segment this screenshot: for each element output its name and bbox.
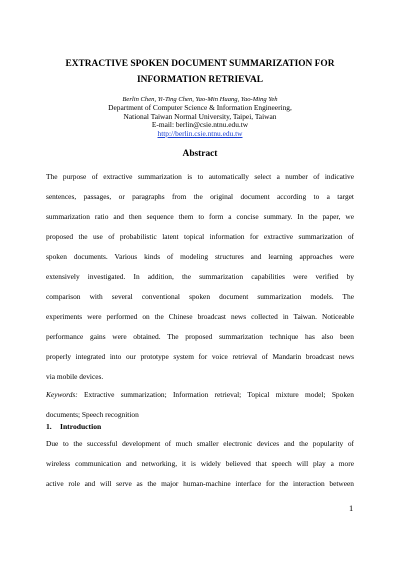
keywords-line-1 [46, 385, 354, 405]
abstract-body [46, 167, 354, 387]
intro-line: Due to the successful development of much smaller electronic devices and the popularity of [46, 439, 354, 448]
affiliation-block [40, 104, 360, 138]
homepage-link[interactable]: http://berlin.csie.ntnu.edu.tw [157, 128, 243, 138]
keywords-text: Extractive summarization; Information retrieval; Topical mixture model; Spoken [77, 390, 354, 399]
abstract-line: comparison with several conventional spoken document summarization models. The [46, 292, 354, 301]
email-line: E-mail: berlin@csie.ntnu.edu.tw [151, 120, 249, 130]
abstract-line: experiments were performed on the Chinese broadcast news collected in Taiwan. Noticeable [46, 312, 354, 321]
section-number: 1. [46, 422, 52, 431]
author-list: Berlin Chen, Yi-Ting Chen, Yao-Min Huang, Yao-Ming Yeh [122, 96, 278, 103]
abstract-line: summarization ratio and then sequence them to form a concise summary. In the paper, we [46, 212, 354, 221]
title-line-1: EXTRACTIVE SPOKEN DOCUMENT SUMMARIZATION FOR [65, 59, 335, 69]
title-line-2: INFORMATION RETRIEVAL [137, 75, 263, 85]
page-number: 1 [349, 504, 354, 513]
intro-line: active role and will serve as the major human-machine interface for the interaction between [46, 479, 354, 488]
abstract-line: proposed the use of probabilistic latent topical information for extractive summarization of [46, 232, 354, 241]
keywords-block [46, 385, 354, 425]
affiliation-line-2: National Taiwan Normal University, Taipei, Taiwan [123, 111, 277, 121]
introduction-body [46, 434, 354, 494]
abstract-line: spoken documents. Various kinds of modeling structures and learning approaches were [46, 252, 354, 261]
abstract-line: performance gains were obtained. The proposed summarization technique has also been [46, 332, 354, 341]
keywords-label: Keywords: [46, 390, 78, 399]
abstract-line: properly integrated into our prototype system for voice retrieval of Mandarin broadcast news [46, 352, 354, 361]
section-1-heading [46, 421, 101, 433]
affiliation-line-1: Department of Computer Science & Information Engineering, [108, 103, 292, 112]
abstract-line: via mobile devices. [46, 372, 104, 381]
section-title: Introduction [60, 422, 102, 431]
intro-line: wireless communication and networking, it is widely believed that speech will play a more [46, 459, 354, 468]
keywords-line-2: documents; Speech recognition [46, 410, 139, 419]
abstract-line: extensively investigated. In addition, the summarization capabilities were verified by [46, 272, 354, 281]
abstract-line: sentences, passages, or paragraphs from the original document according to a target [46, 192, 354, 201]
abstract-heading: Abstract [182, 149, 218, 159]
paper-title [40, 56, 360, 88]
abstract-line: The purpose of extractive summarization is to automatically select a number of indicative [46, 172, 354, 181]
